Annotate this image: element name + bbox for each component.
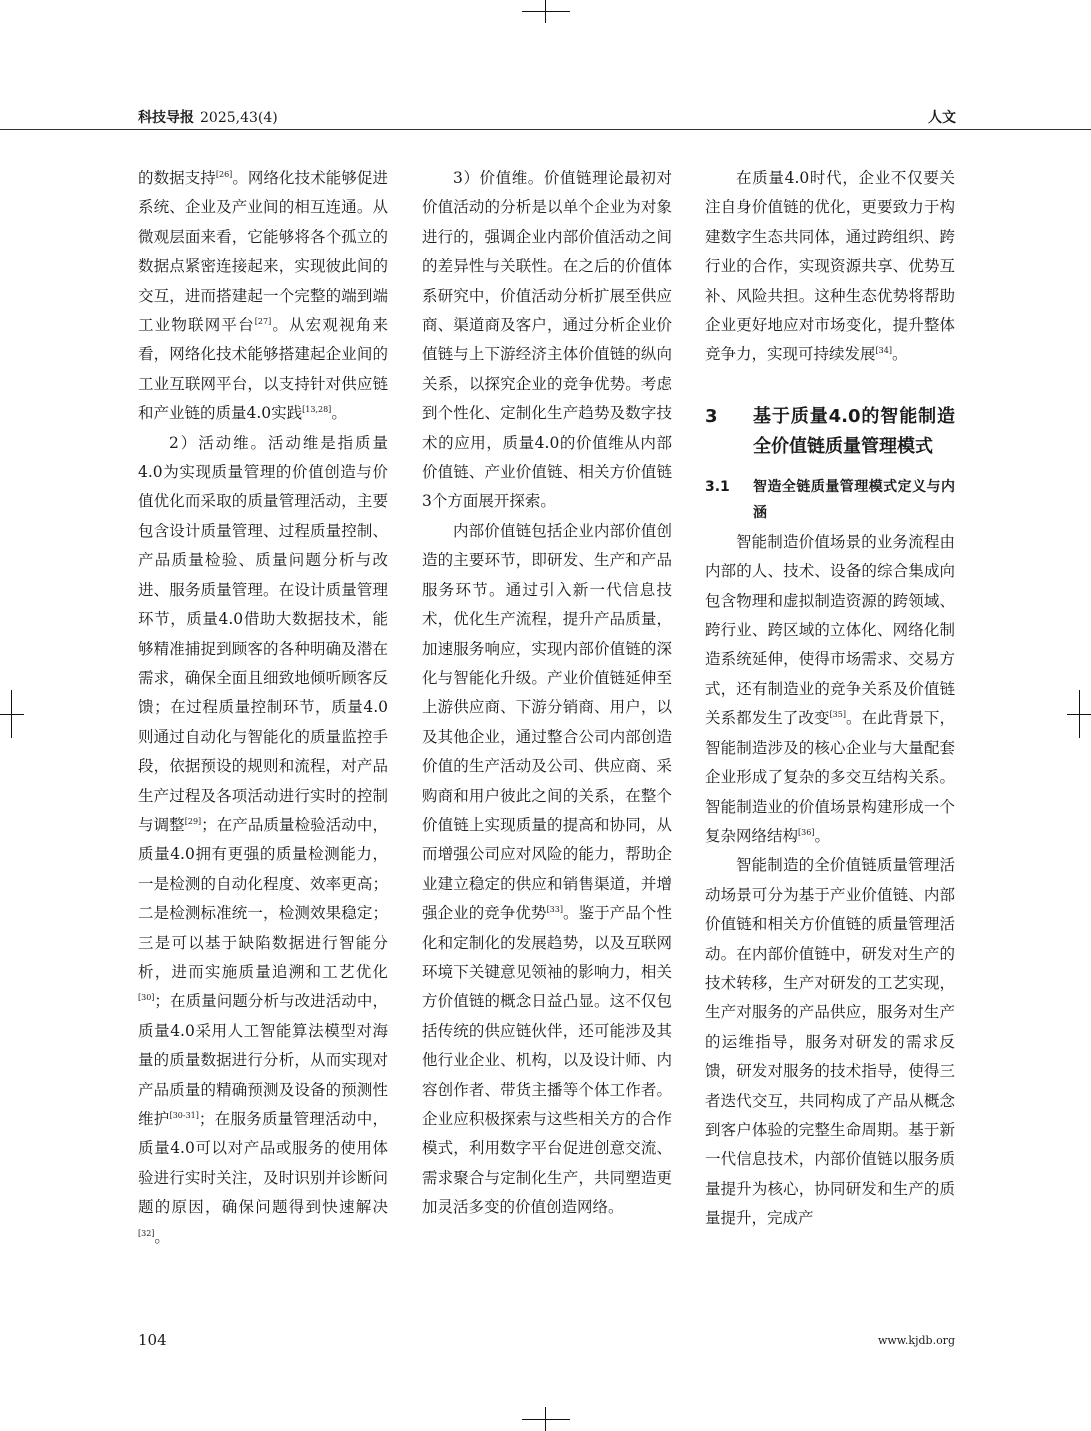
journal-url: www.kjdb.org — [877, 1334, 955, 1347]
running-header — [138, 107, 956, 129]
text: ；在质量问题分析与改进活动中，质量4.0采用人工智能算法模型对海量的质量数据进行分析，从而实现对产品质量的精确预测及设备的预测性维护 — [138, 992, 388, 1128]
citation: [34] — [875, 346, 892, 356]
citation: [29] — [184, 816, 202, 826]
text: 。 — [814, 826, 830, 845]
text: 3）价值维。价值链理论最初对价值活动的分析是以单个企业为对象进行的，强调企业内部价值活动之间的差异性与关联性。在之后的价值体系研究中，价值活动分析扩展至供应商、渠道商及客户，通过分析企业价值链与上下游经济主体价值链的纵向关系，以探究企业的竞争优势。考虑到个性化、定制化生产趋势及数字技术的应用，质量4.0的价值维从内部价值链、产业价值链、相关方价值链3个方面展开探索。 — [422, 169, 672, 511]
header-rule — [0, 129, 1091, 130]
column-2 — [422, 164, 672, 1223]
citation: [33] — [546, 905, 563, 915]
text: 在质量4.0时代，企业不仅要关注自身价值链的优化，更要致力于构建数字生态共同体，通过跨组织、跨行业的合作，实现资源共享、优势互补、风险共担。这种生态优势将帮助企业更好地应对市场变化，提升整体竞争力，实现可持续发展 — [705, 169, 955, 364]
citation: [26] — [215, 170, 233, 179]
text: ；在产品质量检验活动中，质量4.0拥有更强的质量检测能力，一是检测的自动化程度、效率更高；二是检测标准统一，检测效果稳定；三是可以基于缺陷数据进行智能分析，进而实施质量追溯和工艺优化 — [138, 815, 388, 981]
subsection-heading — [705, 474, 955, 526]
crop-mark-top-v — [545, 0, 546, 23]
crop-mark-top-h — [522, 11, 570, 12]
subsection-number: 3.1 — [705, 478, 730, 495]
paragraph — [705, 528, 955, 851]
citation: [35] — [829, 710, 846, 720]
crop-mark-bottom-h — [522, 1419, 570, 1420]
section-heading — [705, 402, 955, 462]
text: 。在此背景下，智能制造涉及的核心企业与大量配套企业形成了复杂的多交互结构关系。智能制造业的价值场景构建形成一个复杂网络结构 — [705, 709, 955, 845]
text: 。网络化技术能够促进系统、企业及产业间的相互连通。从微观层面来看，它能够将各个孤立的数据点紧密连接起来，实现彼此间的交互，进而搭建起一个完整的端到端工业物联网平台 — [138, 169, 388, 335]
text: ；在服务质量管理活动中，质量4.0可以对产品或服务的使用体验进行实时关注，及时识别并诊断问题的原因，确保问题得到快速解决 — [138, 1110, 388, 1217]
text: 智能制造的全价值链质量管理活动场景可分为基于产业价值链、内部价值链和相关方价值链的质量管理活动。在内部价值链中，研发对生产的技术转移，生产对研发的工艺实现，生产对服务的产品供应，服务对生产的运维指导，服务对研发的需求反馈，研发对服务的技术指导，使得三者迭代交互，共同构成了产品从概念到客户体验的完整生命周期。基于新一代信息技术，内部价值链以服务质量提升为核心，协同研发和生产的质量提升，完成产 — [705, 856, 955, 1228]
subsection-title: 智造全链质量管理模式定义与内涵 — [753, 478, 955, 521]
citation: [13,28] — [302, 405, 332, 415]
page-number: 104 — [138, 1331, 167, 1349]
text: 。 — [331, 404, 347, 423]
text: 。鉴于产品个性化和定制化的发展趋势，以及互联网环境下关键意见领袖的影响力，相关方价值链的概念日益凸显。这不仅包括传统的供应链伙伴，还可能涉及其他行业企业、机构，以及设计师、内容创作者、带货主播等个体工作者。企业应积极探索与这些相关方的合作模式，利用数字平台促进创意交流、需求聚合与定制化生产，共同塑造更加灵活多变的价值创造网络。 — [422, 904, 672, 1217]
paragraph — [422, 164, 672, 517]
paragraph — [138, 164, 388, 429]
crop-mark-left-v — [11, 690, 12, 738]
paragraph — [422, 517, 672, 1223]
citation: [32] — [138, 1228, 155, 1238]
text: 的数据支持 — [138, 169, 216, 187]
journal-info — [138, 107, 278, 127]
text: 。从宏观视角来看，网络化技术能够搭建起企业间的工业互联网平台，以支持针对供应链和产业链的质量4.0实践 — [138, 316, 388, 423]
crop-mark-right-v — [1079, 690, 1080, 738]
paragraph — [138, 429, 388, 1252]
paragraph — [705, 851, 955, 1233]
citation: [30-31] — [169, 1111, 199, 1120]
text: 。 — [891, 345, 908, 364]
crop-mark-left-h — [0, 714, 24, 715]
citation: [27] — [254, 317, 272, 327]
section-title: 基于质量4.0的智能制造全价值链质量管理模式 — [753, 405, 955, 457]
citation: [36] — [798, 827, 815, 837]
crop-mark-bottom-v — [545, 1407, 546, 1431]
column-3 — [705, 164, 955, 1234]
journal-name: 科技导报 — [138, 110, 194, 126]
text: 2）活动维。活动维是指质量4.0为实现质量管理的价值创造与价值优化而采取的质量管理活动，主要包含设计质量管理、过程质量控制、产品质量检验、质量问题分析与改进、服务质量管理。在设计质量管理环节，质量4.0借助大数据技术，能够精准捕捉到顾客的各种明确及潜在需求，确保全面且细致地倾听顾客反馈；在过程质量控制环节，质量4.0则通过自动化与智能化的质量监控手段，依据预设的规则和流程，对产品生产过程及各项活动进行实时的控制与调整 — [138, 433, 388, 834]
text: 内部价值链包括企业内部价值创造的主要环节，即研发、生产和产品服务环节。通过引入新一代信息技术，优化生产流程，提升产品质量，加速服务响应，实现内部价值链的深化与智能化升级。产业价值链延伸至上游供应商、下游分销商、用户，以及其他企业，通过整合公司内部创造价值的生产活动及公司、供应商、采购商和用户彼此之间的关系，在整个价值链上实现质量的提高和协同，从而增强公司应对风险的能力，帮助企业建立稳定的供应和销售渠道，并增强企业的竞争优势 — [422, 521, 672, 923]
section-number: 3 — [705, 405, 718, 427]
section-label: 人文 — [928, 110, 956, 126]
journal-issue: 2025,43(4) — [200, 110, 278, 126]
column-1 — [138, 164, 388, 1252]
citation: [30] — [138, 993, 155, 1003]
text: 智能制造价值场景的业务流程由内部的人、技术、设备的综合集成向包含物理和虚拟制造资源的跨领域、跨行业、跨区域的立体化、网络化制造系统延伸，使得市场需求、交易方式，还有制造业的竞争关系及价值链关系都发生了改变 — [705, 532, 955, 728]
paragraph — [705, 164, 955, 370]
text: 。 — [154, 1227, 170, 1246]
